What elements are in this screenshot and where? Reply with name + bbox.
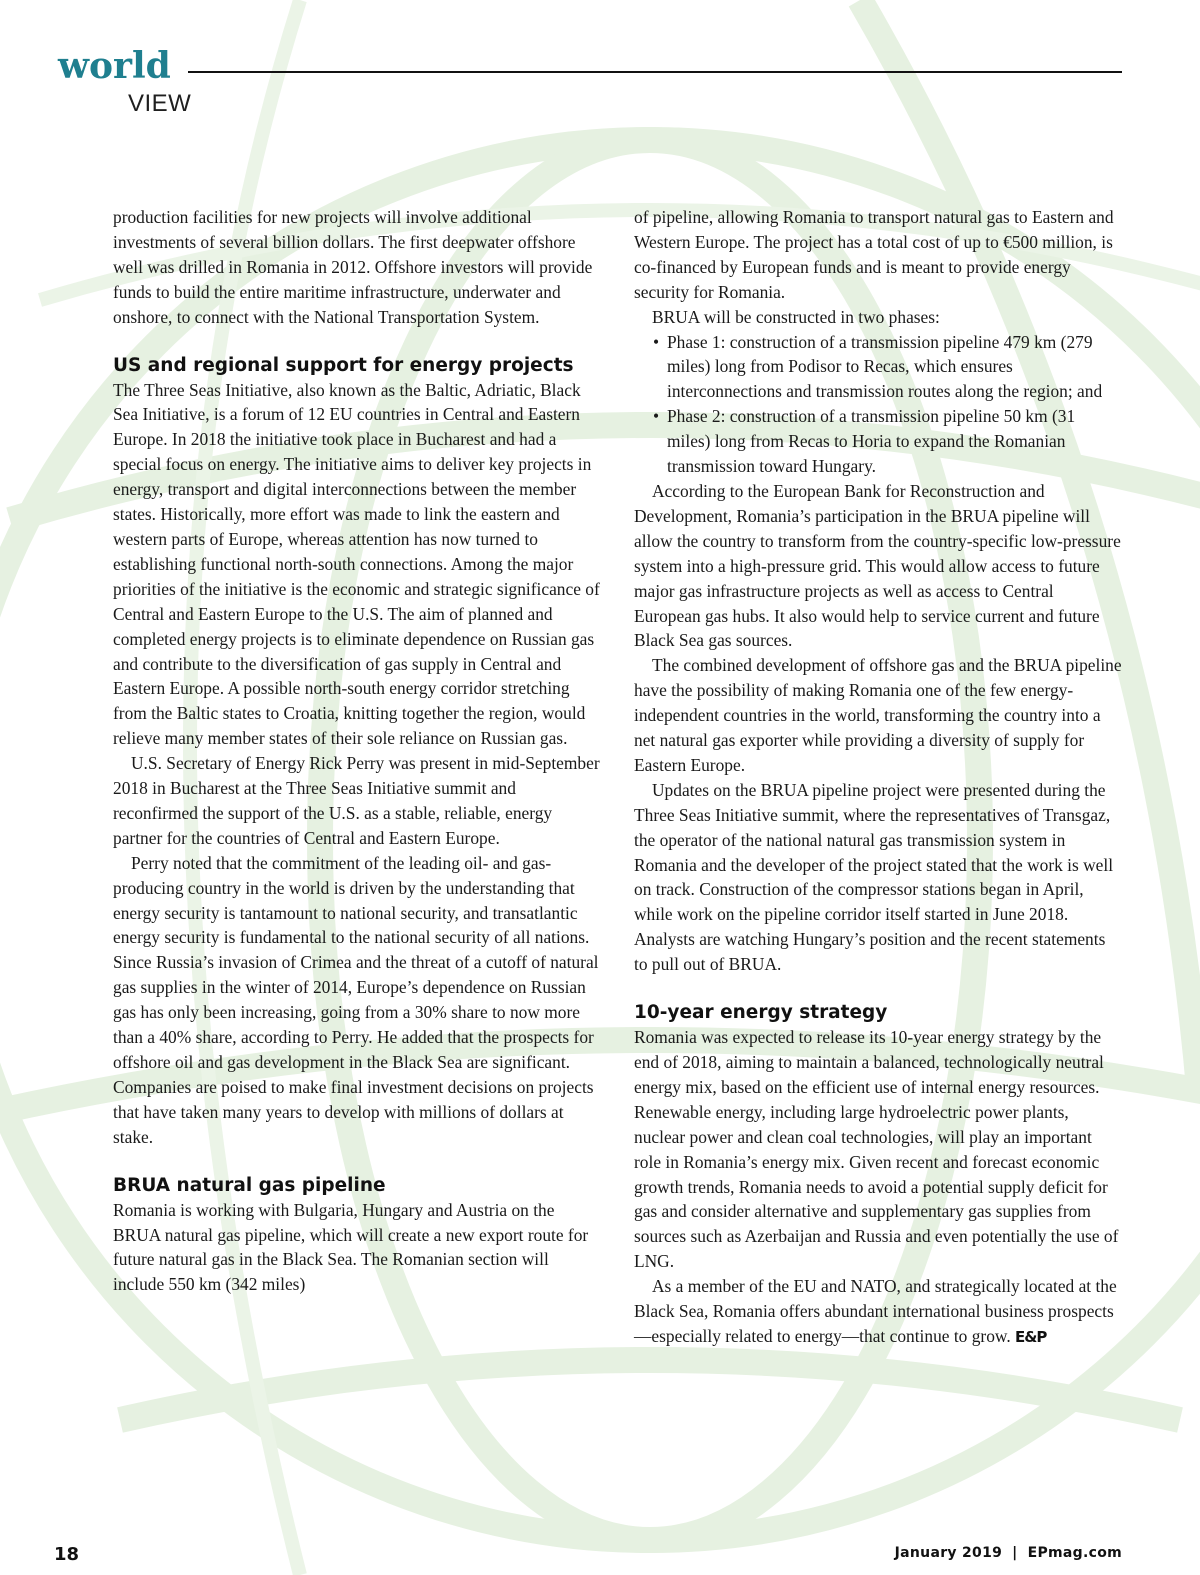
left-paragraph-5: Romania is working with Bulgaria, Hungary and Austria on the BRUA natural gas pipeline, which will create a new export route for future natural gas in the Black Sea. The Romanian section will include 550 km (342 miles) <box>113 1199 589 1295</box>
left-paragraph-2: The Three Seas Initiative, also known as the Baltic, Adriatic, Black Sea Initiative, is a forum of 12 EU countries in Central and Eastern Europe. In 2018 the initiative took place in Bucharest and had a special focus on energy. The initiative aims to deliver key projects in energy, transport and digital interconnections between the member states. Historically, more effort was made to link the eastern and western parts of Europe, whereas attention has now turned to establishing functional north-south connections. Among the major priorities of the initiative is the economic and strategic significance of Central and Eastern Europe to the U.S. The aim of planned and completed energy projects is to eliminate dependence on Russian gas and contribute to the diversification of gas supply in Central and Eastern Europe. A possible north-south energy corridor stretching from the Baltic states to Croatia, knitting together the region, would relieve many member states of their sole reliance on Russian gas. <box>113 379 600 749</box>
list-item <box>634 330 1122 405</box>
footer-meta <box>895 1545 1122 1561</box>
list-item <box>634 404 1122 479</box>
left-paragraph-1: production facilities for new projects will involve additional investments of several billion dollars. The first deepwater offshore well was drilled in Romania in 2012. Offshore investors will provide funds to build the entire maritime infrastructure, underwater and onshore, to connect with the National Transportation System. <box>113 207 593 327</box>
heading-us-regional-support: US and regional support for energy projects <box>113 354 574 376</box>
right-paragraph-7 <box>634 1274 1122 1350</box>
bullet-icon: • <box>653 331 660 352</box>
right-paragraph-3: According to the European Bank for Reconstruction and Development, Romania’s participation in the BRUA pipeline will allow the country to transform from the country-specific low-pressure system into a high-pressure grid. This would allow access to future major gas infrastructure projects as well as access to Central European gas hubs. It also would help to service current and future Black Sea gas sources. <box>634 480 1121 651</box>
left-column <box>113 205 601 1297</box>
footer-date: January 2019 <box>894 1545 1003 1561</box>
bullet-icon: • <box>653 406 660 427</box>
list-item-text: Phase 2: construction of a transmission pipeline 50 km (31 miles) long from Recas to Horia to expand the Romanian transmission toward Hungary. <box>667 406 1076 477</box>
right-paragraph-4: The combined development of offshore gas and the BRUA pipeline have the possibility of making Romania one of the few energy-independent countries in the world, transforming the country into a net natural gas exporter while providing a diversity of supply for Eastern Europe. <box>634 655 1122 775</box>
phase-list <box>634 330 1122 479</box>
end-mark-icon: E&P <box>1015 1327 1047 1346</box>
footer-site: EPmag.com <box>1027 1545 1122 1561</box>
left-paragraph-3: U.S. Secretary of Energy Rick Perry was present in mid-September 2018 in Bucharest at the Three Seas Initiative summit and reconfirmed the support of the U.S. as a stable, reliable, energy partner for the countries of Central and Eastern Europe. <box>113 753 600 848</box>
right-paragraph-6: Romania was expected to release its 10-year energy strategy by the end of 2018, aiming to maintain a balanced, technologically neutral energy mix, based on the efficient use of internal energy resources. Renewable energy, including large hydroelectric power plants, nuclear power and clean coal technologies, will play an important role in Romania’s energy mix. Given recent and forecast economic growth trends, Romania needs to avoid a potential supply deficit for gas and consider alternative and supplementary gas supplies from sources such as Azerbaijan and Russia and even potentially the use of LNG. <box>634 1027 1119 1272</box>
footer-separator: | <box>1012 1545 1018 1561</box>
right-paragraph-5: Updates on the BRUA pipeline project were presented during the Three Seas Initiative summit, where the representatives of Transgaz, the operator of the national natural gas transmission system in Romania and the developer of the project stated that the work is well on track. Construction of the compressor stations began in April, while work on the pipeline corridor itself started in June 2018. Analysts are watching Hungary’s position and the recent statements to pull out of BRUA. <box>634 779 1114 975</box>
header-rule <box>188 71 1122 73</box>
section-brand-view: VIEW <box>128 90 192 117</box>
list-item-text: Phase 1: construction of a transmission pipeline 479 km (279 miles) long from Podisor to Recas, which ensures interconnections and transmission routes along the region; and <box>667 331 1103 402</box>
heading-energy-strategy: 10-year energy strategy <box>634 1002 888 1024</box>
page-number: 18 <box>54 1544 80 1565</box>
right-paragraph-2: BRUA will be constructed in two phases: <box>652 306 940 327</box>
left-paragraph-4: Perry noted that the commitment of the leading oil- and gas-producing country in the world is driven by the understanding that energy security is tantamount to national security, and transatlantic energy security is fundamental to the national security of all nations. Since Russia’s invasion of Crimea and the threat of a cutoff of natural gas supplies in the winter of 2014, Europe’s dependence on Russian gas has only been increasing, going from a 30% share to now more than a 40% share, according to Perry. He added that the prospects for offshore oil and gas development in the Black Sea are significant. Companies are poised to make final investment decisions on projects that have taken many years to develop with millions of dollars at stake. <box>113 852 599 1147</box>
right-paragraph-7-text: As a member of the EU and NATO, and strategically located at the Black Sea, Romania offers abundant international business prospects—especially related to energy—that continue to grow. <box>634 1276 1117 1346</box>
right-column <box>634 205 1122 1350</box>
heading-brua-pipeline: BRUA natural gas pipeline <box>113 1174 386 1196</box>
right-paragraph-1: of pipeline, allowing Romania to transport natural gas to Eastern and Western Europe. The project has a total cost of up to €500 million, is co-financed by European funds and is meant to provide energy security for Romania. <box>634 207 1114 302</box>
section-brand-world: world <box>58 45 171 87</box>
